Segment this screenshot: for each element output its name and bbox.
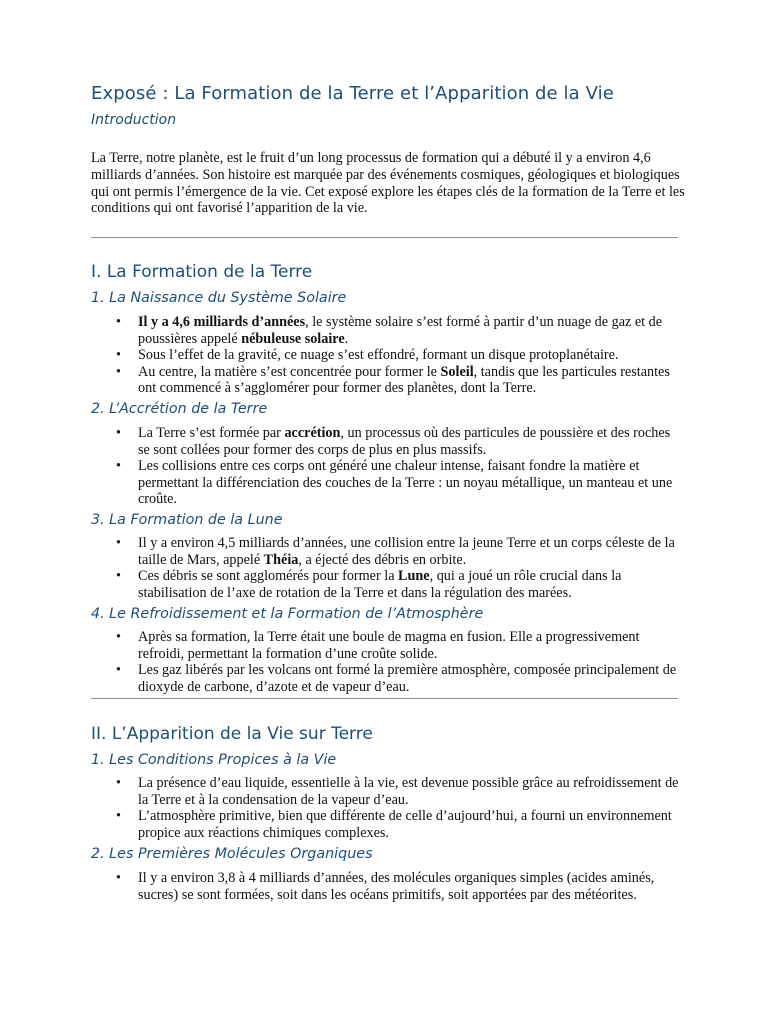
list-item: • Il y a environ 4,5 milliards d’années, une collision entre la jeune Terre et un corps céleste de la taille de Mars, appelé Théia, a éjecté des débris en orbite. <box>110 535 682 568</box>
subsection-heading-2-2: 2. Les Premières Molécules Organiques <box>91 846 373 862</box>
bullet-list-1-1 <box>110 314 682 397</box>
list-item: • L’atmosphère primitive, bien que différente de celle d’aujourd’hui, a fourni un environnement propice aux réactions chimiques complexes. <box>110 808 682 841</box>
intro-heading: Introduction <box>91 112 177 128</box>
bullet-list-1-4 <box>110 629 682 695</box>
subsection-heading-1-3: 3. La Formation de la Lune <box>91 512 283 528</box>
list-item: • Il y a environ 3,8 à 4 milliards d’années, des molécules organiques simples (acides aminés, sucres) se sont formées, soit dans les océans primitifs, soit apportées par des météorites. <box>110 870 682 903</box>
list-item: • Au centre, la matière s’est concentrée pour former le Soleil, tandis que les particules restantes ont commencé à s’agglomérer pour former des planètes, dont la Terre. <box>110 364 682 397</box>
list-item: • La Terre s’est formée par accrétion, un processus où des particules de poussière et des roches se sont collées pour former des corps de plus en plus massifs. <box>110 425 682 458</box>
list-item: • Il y a 4,6 milliards d’années, le système solaire s’est formé à partir d’un nuage de gaz et de poussières appelé nébuleuse solaire. <box>110 314 682 347</box>
subsection-heading-1-2: 2. L’Accrétion de la Terre <box>91 401 268 417</box>
subsection-heading-1-1: 1. La Naissance du Système Solaire <box>91 290 347 306</box>
list-item: • La présence d’eau liquide, essentielle à la vie, est devenue possible grâce au refroidissement de la Terre et à la condensation de la vapeur d’eau. <box>110 775 682 808</box>
bullet-list-2-1 <box>110 775 682 841</box>
section-heading-1: I. La Formation de la Terre <box>91 262 313 282</box>
bullet-list-2-2 <box>110 870 682 903</box>
list-item: • Les collisions entre ces corps ont généré une chaleur intense, faisant fondre la matière et permettant la différenciation des couches de la Terre : un noyau métallique, un manteau et une croûte. <box>110 458 682 508</box>
bullet-list-1-3 <box>110 535 682 601</box>
subsection-heading-1-4: 4. Le Refroidissement et la Formation de l’Atmosphère <box>91 606 484 622</box>
list-item: • Sous l’effet de la gravité, ce nuage s’est effondré, formant un disque protoplanétaire. <box>110 347 682 364</box>
list-item: • Les gaz libérés par les volcans ont formé la première atmosphère, composée principalement de dioxyde de carbone, d’azote et de vapeur d’eau. <box>110 662 682 695</box>
divider <box>91 698 678 699</box>
intro-paragraph: La Terre, notre planète, est le fruit d’un long processus de formation qui a débuté il y a environ 4,6 milliards d’années. Son histoire est marquée par des événements cosmiques, géologiques et biologiques qui ont permis l’émergence de la vie. Cet exposé explore les étapes clés de la formation de la Terre et les conditions qui ont favorisé l’apparition de la vie. <box>91 150 685 217</box>
list-item: • Après sa formation, la Terre était une boule de magma en fusion. Elle a progressivement refroidi, permettant la formation d’une croûte solide. <box>110 629 682 662</box>
divider <box>91 237 678 238</box>
document-title: Exposé : La Formation de la Terre et l’Apparition de la Vie <box>91 83 614 104</box>
section-heading-2: II. L’Apparition de la Vie sur Terre <box>91 724 373 744</box>
bullet-list-1-2 <box>110 425 682 508</box>
subsection-heading-2-1: 1. Les Conditions Propices à la Vie <box>91 752 337 768</box>
list-item: • Ces débris se sont agglomérés pour former la Lune, qui a joué un rôle crucial dans la stabilisation de l’axe de rotation de la Terre et dans la régulation des marées. <box>110 568 682 601</box>
